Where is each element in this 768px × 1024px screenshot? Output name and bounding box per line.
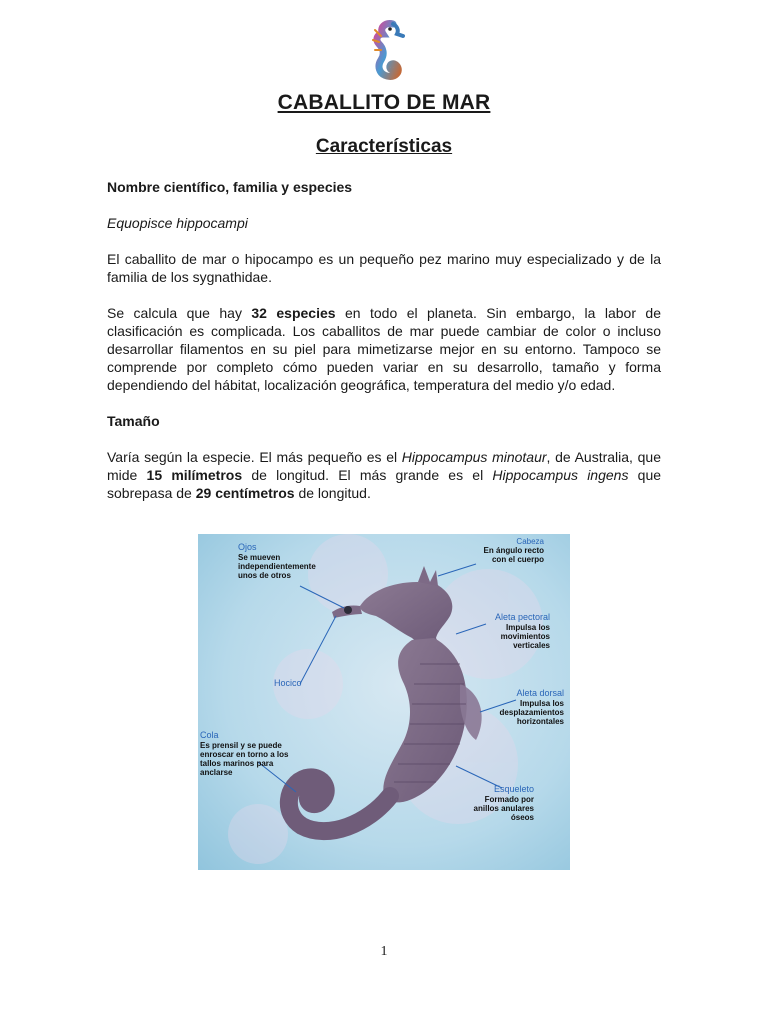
label-dorsal-line2: desplazamientos xyxy=(499,708,564,717)
label-ojos-line1: Se mueven xyxy=(238,553,281,562)
label-cola-line2: enroscar en torno a los xyxy=(200,750,289,759)
label-cola-line4: anclarse xyxy=(200,768,233,777)
label-esqueleto-line1: Formado por xyxy=(484,795,534,804)
label-pectoral-line2: movimientos xyxy=(500,632,550,641)
paragraph-especies: Se calcula que hay 32 especies en todo el planeta. Sin embargo, la labor de clasificación es complicada. Los caballitos de mar puede cambiar de color o incluso desarrollar filamentos en su piel para mimetizarse mejor en su entorno. Tampoco se comprende por completo cómo pueden variar en su desarrollo, tamaño y forma dependiendo del hábitat, localización geográfica, temperatura del medio y/o edad. xyxy=(107,305,661,393)
seahorse-anatomy-diagram xyxy=(198,534,570,870)
label-ojos-line2: independientemente xyxy=(238,562,316,571)
page-number: 1 xyxy=(380,944,388,959)
label-pectoral-title: Aleta pectoral xyxy=(494,612,550,622)
section-heading-tamano: Tamaño xyxy=(107,413,160,429)
label-cola-line3: tallos marinos para xyxy=(200,759,274,768)
label-esqueleto-title: Esqueleto xyxy=(493,784,534,794)
document-body xyxy=(107,178,661,502)
paragraph-intro: El caballito de mar o hipocampo es un pequeño pez marino muy especializado y de la familia de los sygnathidae. xyxy=(107,251,661,285)
label-cabeza-title: Cabeza xyxy=(516,537,544,546)
label-cola-title: Cola xyxy=(200,730,219,740)
label-esqueleto-line2: anillos anulares xyxy=(473,804,534,813)
label-dorsal-line3: horizontales xyxy=(516,717,564,726)
label-dorsal-title: Aleta dorsal xyxy=(516,688,564,698)
label-esqueleto-line3: óseos xyxy=(510,813,534,822)
page-subtitle: Características xyxy=(315,136,453,157)
section-heading-nombre: Nombre científico, familia y especies xyxy=(107,179,353,195)
paragraph-tamano: Varía según la especie. El más pequeño es el Hippocampus minotaur, de Australia, que mide 15 milímetros de longitud. El más grande es el Hippocampus ingens que sobrepasa de 29 centímetros de longitud. xyxy=(107,449,662,501)
seahorse-logo-icon xyxy=(363,20,415,82)
label-pectoral-line3: verticales xyxy=(513,641,550,650)
scientific-name: Equopisce hippocampi xyxy=(107,215,248,231)
label-hocico-title: Hocico xyxy=(274,678,302,688)
label-pectoral-line1: Impulsa los xyxy=(505,623,550,632)
label-dorsal-line1: Impulsa los xyxy=(519,699,564,708)
label-cola-line1: Es prensil y se puede xyxy=(200,741,282,750)
page-title: CABALLITO DE MAR xyxy=(277,91,491,114)
label-cabeza-line2: con el cuerpo xyxy=(491,555,544,564)
label-ojos-line3: unos de otros xyxy=(238,571,291,580)
label-ojos-title: Ojos xyxy=(238,542,257,552)
label-cabeza-line1: En ángulo recto xyxy=(483,546,544,555)
